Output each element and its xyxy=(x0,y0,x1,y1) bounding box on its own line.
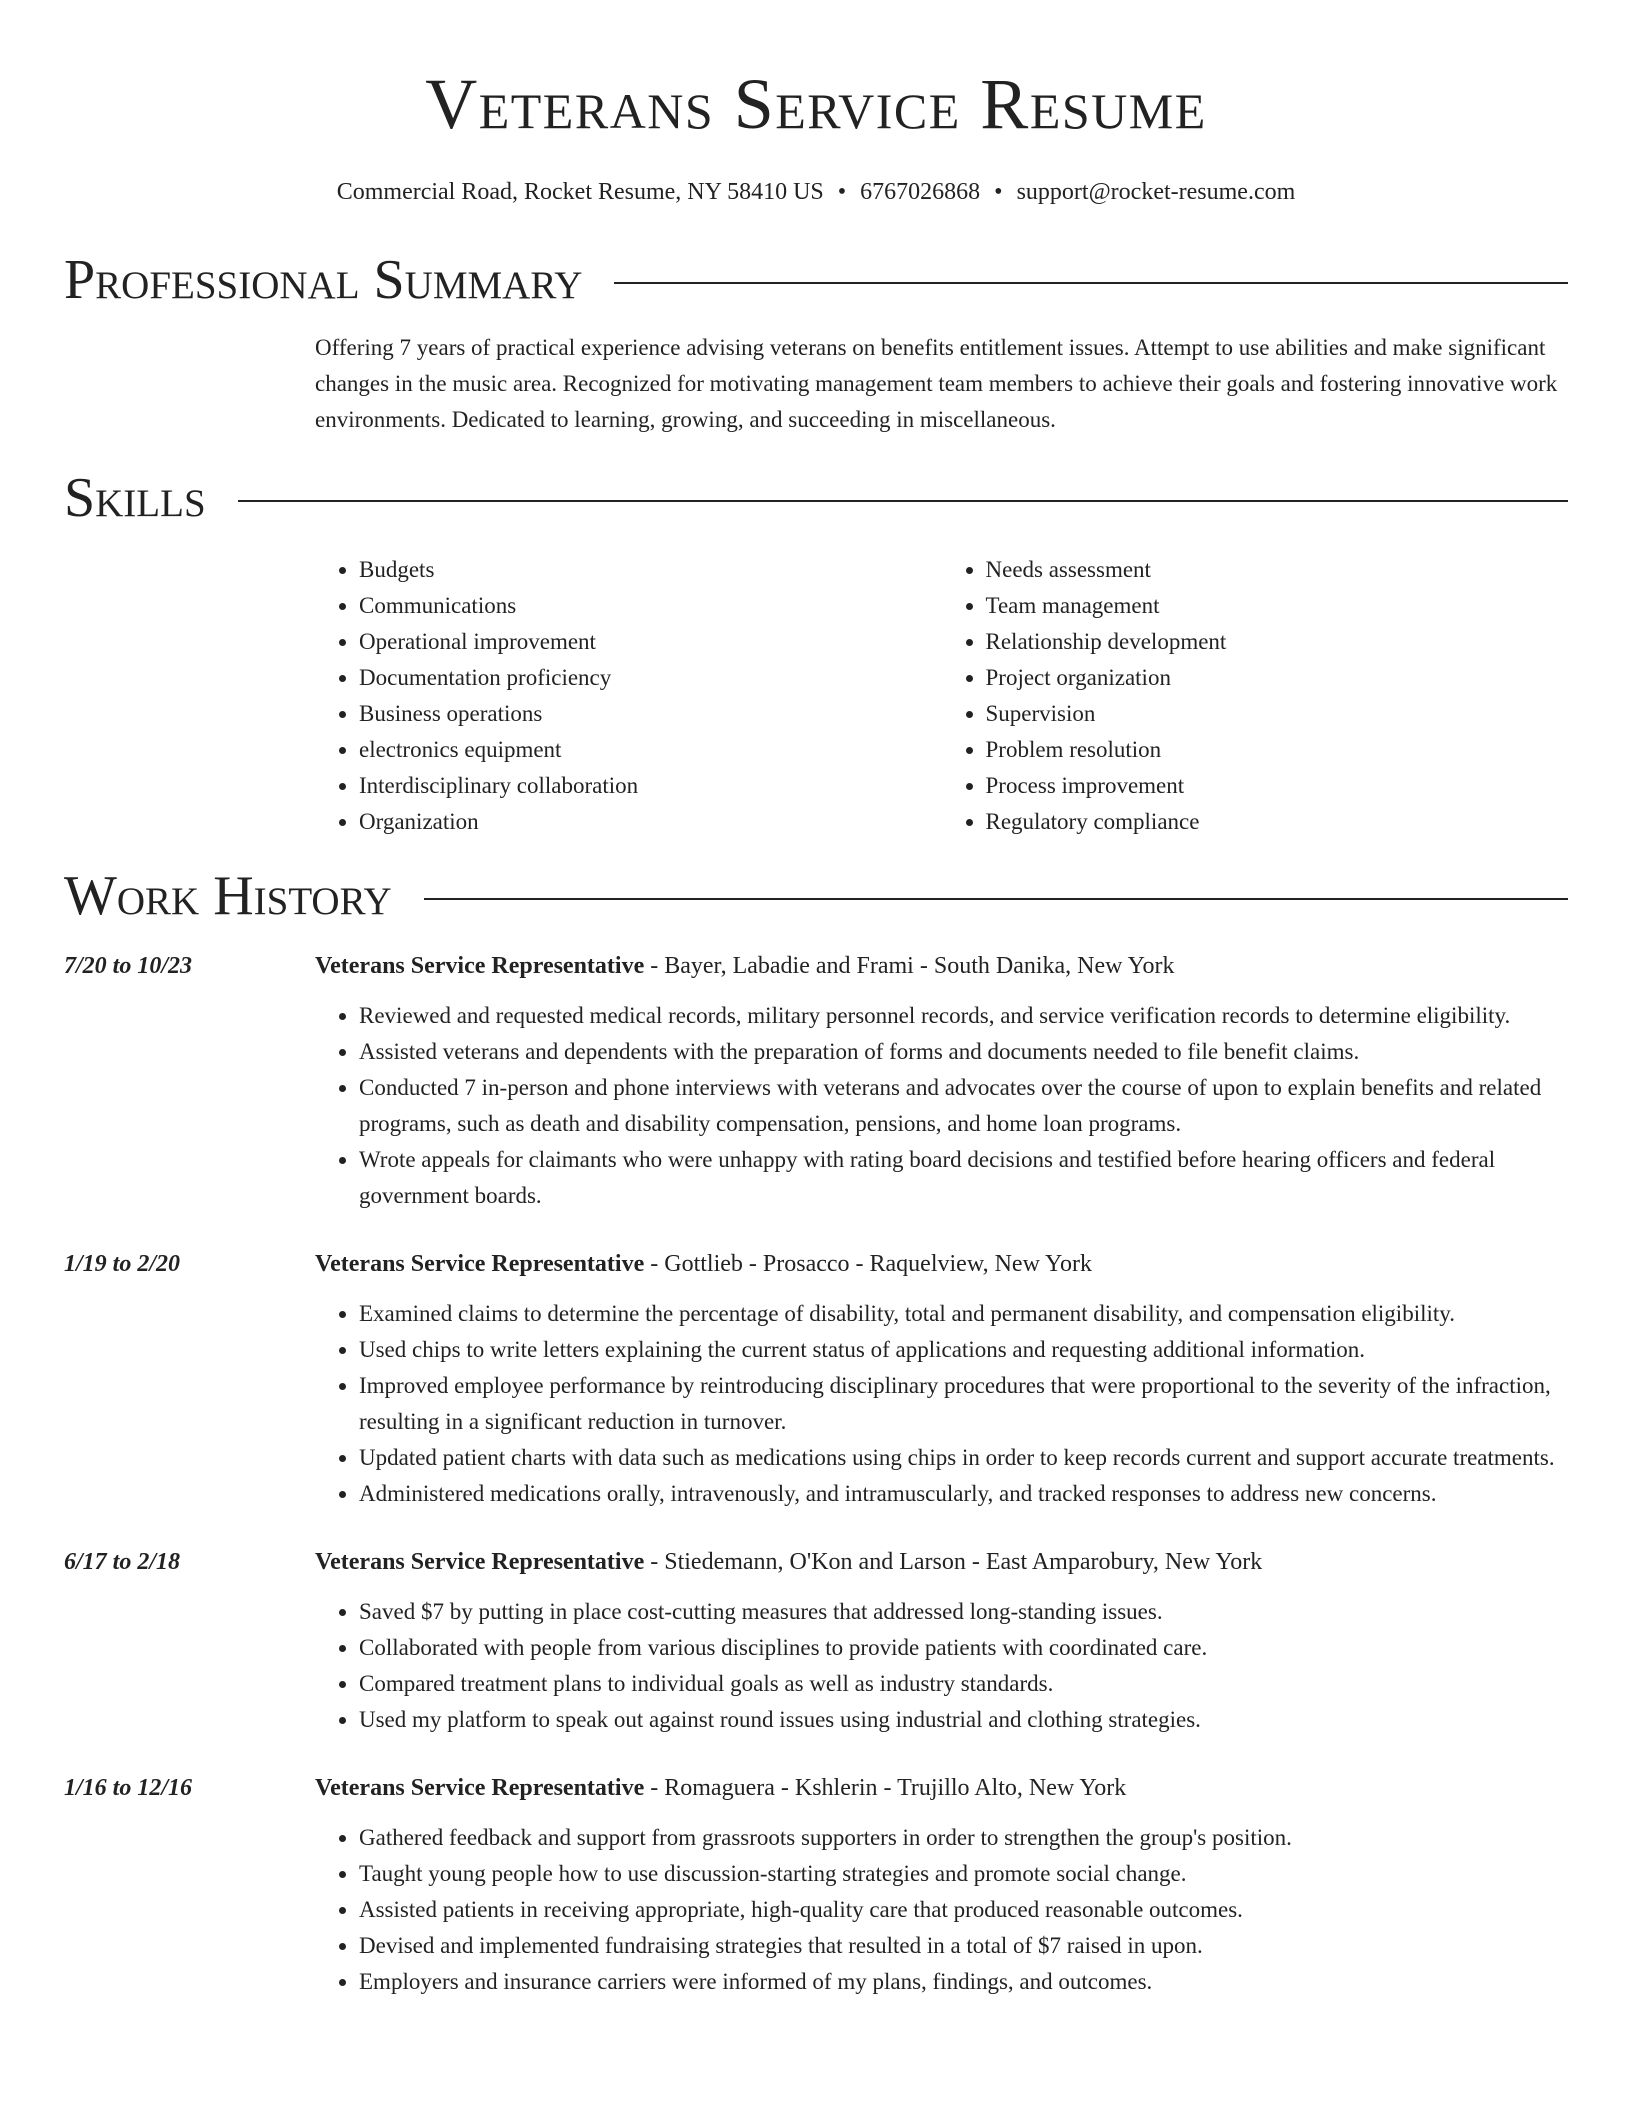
job-bullet: • Employers and insurance carriers were informed of my plans, findings, and outcomes. xyxy=(359,1964,1568,2000)
job-heading xyxy=(315,948,1568,984)
skills-column-left xyxy=(315,552,942,840)
job-bullet: • Reviewed and requested medical records, military personnel records, and service verification records to determine eligibility. xyxy=(359,998,1568,1034)
job-dates: 1/16 to 12/16 xyxy=(64,1775,193,1801)
job-details: - Stiedemann, O'Kon and Larson - East Amparobury, New York xyxy=(644,1549,1263,1575)
skills-heading: Skills xyxy=(64,467,206,529)
job-bullet: • Examined claims to determine the percentage of disability, total and permanent disability, and compensation eligibility. xyxy=(359,1296,1568,1332)
job-heading xyxy=(315,1544,1568,1580)
contact-line xyxy=(64,176,1568,208)
section-divider xyxy=(424,898,1568,900)
skill-item: • Supervision xyxy=(986,696,1569,732)
summary-heading: Professional Summary xyxy=(64,249,583,311)
skill-item: • Relationship development xyxy=(986,624,1569,660)
job-bullet: • Devised and implemented fundraising strategies that resulted in a total of $7 raised in upon. xyxy=(359,1928,1568,1964)
skill-item: • Team management xyxy=(986,588,1569,624)
job-dates: 7/20 to 10/23 xyxy=(64,953,193,979)
job-bullet: • Updated patient charts with data such as medications using chips in order to keep records current and support accurate treatments. xyxy=(359,1440,1568,1476)
contact-email: support@rocket-resume.com xyxy=(1016,179,1296,205)
job-bullet: • Used chips to write letters explaining the current status of applications and requesting additional information. xyxy=(359,1332,1568,1368)
job-bullet: • Administered medications orally, intravenously, and intramuscularly, and tracked responses to address new concerns. xyxy=(359,1476,1568,1512)
job-details: - Bayer, Labadie and Frami - South Danika, New York xyxy=(644,953,1175,979)
skills-section-header xyxy=(64,468,1568,528)
job-bullet: • Improved employee performance by reintroducing disciplinary procedures that were proportional to the severity of the infraction, resulting in a significant reduction in turnover. xyxy=(359,1368,1568,1440)
job-bullets xyxy=(315,1594,1568,1738)
skills-grid xyxy=(315,552,1568,840)
skill-item: • Business operations xyxy=(359,696,942,732)
section-divider xyxy=(614,282,1568,284)
contact-address: Commercial Road, Rocket Resume, NY 58410 US xyxy=(336,179,824,205)
skill-item: • Regulatory compliance xyxy=(986,804,1569,840)
work-history-list xyxy=(64,948,1568,2000)
job-details: - Gottlieb - Prosacco - Raquelview, New York xyxy=(644,1251,1092,1277)
job-title: Veterans Service Representative xyxy=(315,1549,645,1575)
skill-item: • Problem resolution xyxy=(986,732,1569,768)
contact-phone: 6767026868 xyxy=(860,179,981,205)
job-heading xyxy=(315,1246,1568,1282)
summary-section-header xyxy=(64,250,1568,310)
summary-text: Offering 7 years of practical experience advising veterans on benefits entitlement issues. Attempt to use abilities and make significant changes in the music area. Recognized for motivating management team members to achieve their goals and fostering innovative work environments. Dedicated to learning, growing, and succeeding in miscellaneous. xyxy=(315,335,1558,432)
job-bullet: • Used my platform to speak out against round issues using industrial and clothing strategies. xyxy=(359,1702,1568,1738)
skill-item: • Project organization xyxy=(986,660,1569,696)
work-section-header xyxy=(64,866,1568,926)
job-title: Veterans Service Representative xyxy=(315,1251,645,1277)
skill-item: • Interdisciplinary collaboration xyxy=(359,768,942,804)
job-bullets xyxy=(315,998,1568,1214)
job-bullet: • Assisted patients in receiving appropriate, high-quality care that produced reasonable outcomes. xyxy=(359,1892,1568,1928)
job-bullets xyxy=(315,1296,1568,1512)
job-details: - Romaguera - Kshlerin - Trujillo Alto, New York xyxy=(644,1775,1127,1801)
job-bullet: • Compared treatment plans to individual goals as well as industry standards. xyxy=(359,1666,1568,1702)
job-bullet: • Assisted veterans and dependents with the preparation of forms and documents needed to file benefit claims. xyxy=(359,1034,1568,1070)
job-entry xyxy=(64,1246,1568,1512)
job-title: Veterans Service Representative xyxy=(315,953,645,979)
job-bullet: • Wrote appeals for claimants who were unhappy with rating board decisions and testified before hearing officers and federal government boards. xyxy=(359,1142,1568,1214)
skill-item: • Operational improvement xyxy=(359,624,942,660)
job-entry xyxy=(64,1544,1568,1738)
job-bullet: • Collaborated with people from various disciplines to provide patients with coordinated care. xyxy=(359,1630,1568,1666)
job-bullets xyxy=(315,1820,1568,2000)
job-entry xyxy=(64,1770,1568,2000)
job-bullet: • Gathered feedback and support from grassroots supporters in order to strengthen the group's position. xyxy=(359,1820,1568,1856)
skill-item: • Process improvement xyxy=(986,768,1569,804)
job-entry xyxy=(64,948,1568,1214)
job-dates: 6/17 to 2/18 xyxy=(64,1549,181,1575)
skill-item: • Organization xyxy=(359,804,942,840)
skill-item: • electronics equipment xyxy=(359,732,942,768)
job-bullet: • Conducted 7 in-person and phone interviews with veterans and advocates over the course of upon to explain benefits and related programs, such as death and disability compensation, pensions, and home loan programs. xyxy=(359,1070,1568,1142)
job-heading xyxy=(315,1770,1568,1806)
resume-title: Veterans Service Resume xyxy=(425,64,1207,144)
contact-separator: • xyxy=(994,179,1003,205)
contact-separator: • xyxy=(837,179,847,205)
job-bullet: • Saved $7 by putting in place cost-cutting measures that addressed long-standing issues. xyxy=(359,1594,1568,1630)
work-heading: Work History xyxy=(64,865,392,927)
skill-item: • Needs assessment xyxy=(986,552,1569,588)
skill-item: • Communications xyxy=(359,588,942,624)
skills-column-right xyxy=(942,552,1569,840)
job-dates: 1/19 to 2/20 xyxy=(64,1251,181,1277)
job-title: Veterans Service Representative xyxy=(315,1775,645,1801)
skill-item: • Budgets xyxy=(359,552,942,588)
job-bullet: • Taught young people how to use discussion-starting strategies and promote social change. xyxy=(359,1856,1568,1892)
section-divider xyxy=(238,500,1568,502)
skill-item: • Documentation proficiency xyxy=(359,660,942,696)
